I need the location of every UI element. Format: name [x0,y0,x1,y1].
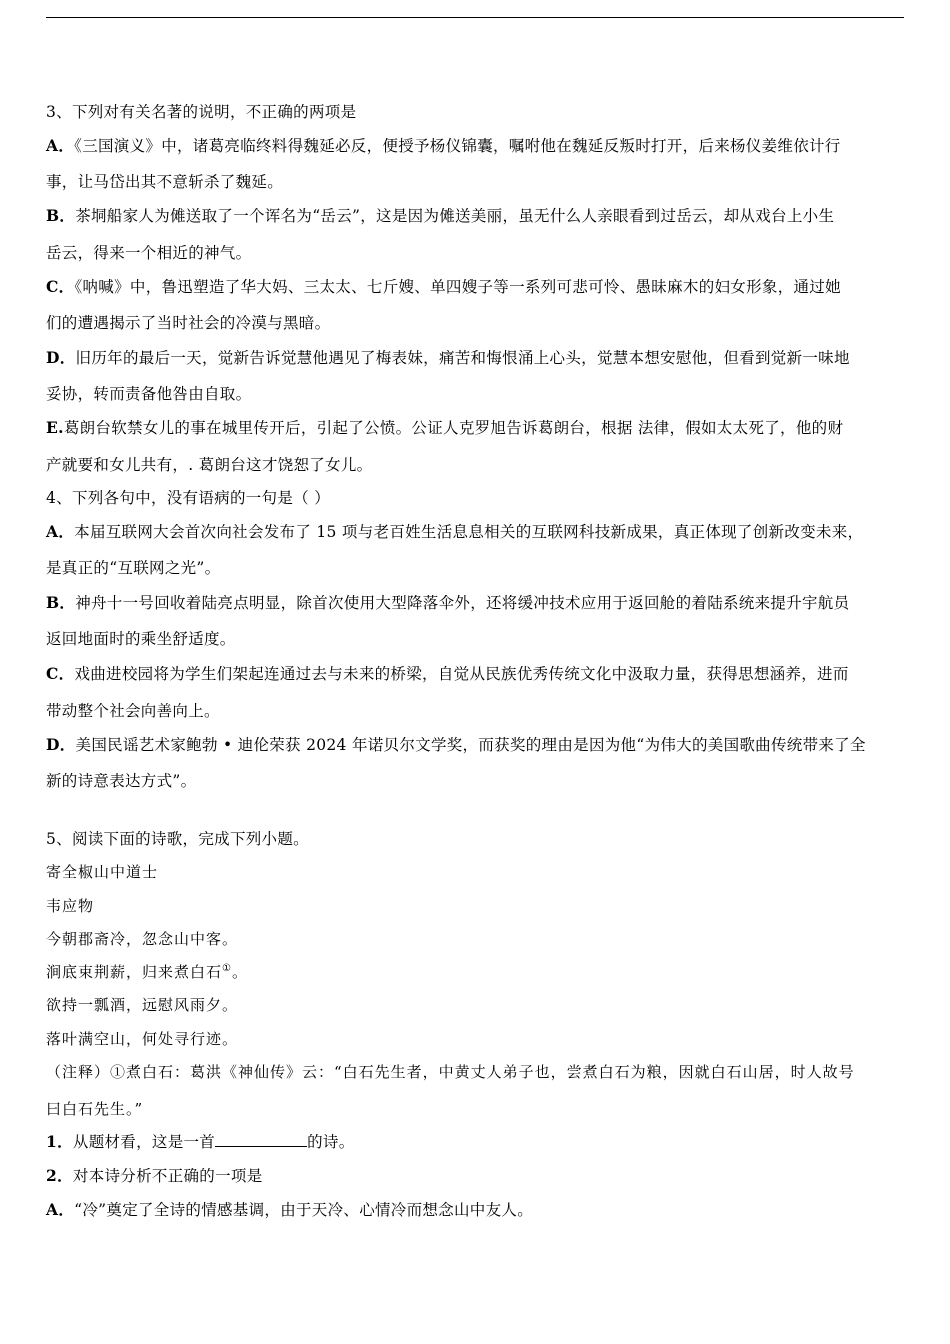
poem-note-cont: 曰白石先生。” [46,1100,144,1118]
sub-label: 2． [46,1166,73,1185]
q3-option-a-cont: 事，让马岱出其不意斩杀了魏延。 [46,173,284,191]
q4-option-a-cont: 是真正的“互联网之光”。 [46,559,221,577]
q3-option-d: D．旧历年的最后一天，觉新告诉觉慧他遇见了梅表妹，痛苦和悔恨涌上心头，觉慧本想安慰他，但看到觉新一味地 [46,348,850,367]
option-label: B． [46,593,76,612]
q5-sub-1: 1．从题材看，这是一首 的诗。 [46,1132,355,1151]
q3-option-c-cont: 们的遭遇揭示了当时社会的冷漠与黑暗。 [46,314,331,332]
q4-option-d: D．美国民谣艺术家鲍勃 • 迪伦荣获 2024 年诺贝尔文学奖，而获奖的理由是因为他“为伟大的美国歌曲传统带来了全 [46,735,866,754]
q4-stem: 4、下列各句中，没有语病的一句是（ ） [46,489,330,507]
q4-option-d-cont: 新的诗意表达方式”。 [46,772,197,790]
q3-stem: 3、下列对有关名著的说明，不正确的两项是 [46,103,357,121]
poem-line-2: 涧底束荆薪，归来煮白石①。 [46,963,248,981]
footnote-marker: ① [222,963,232,974]
q5-sub-2: 2．对本诗分析不正确的一项是 [46,1166,263,1185]
q5-stem: 5、阅读下面的诗歌，完成下列小题。 [46,830,309,848]
header-rule [46,17,904,18]
option-label: E. [46,418,64,437]
q3-option-e-cont: 产就要和女儿共有，. 葛朗台这才饶恕了女儿。 [46,456,373,474]
option-label: A． [46,522,75,541]
q4-option-c: C．戏曲进校园将为学生们架起连通过去与未来的桥梁，自觉从民族优秀传统文化中汲取力量，获得思想涵养，进而 [46,664,849,683]
q3-option-c: C．《呐喊》中，鲁迅塑造了华大妈、三太太、七斤嫂、单四嫂子等一系列可悲可怜、愚昧麻木的妇女形象，通过她 [46,277,841,296]
option-label: A． [46,136,75,155]
poem-line-3: 欲持一瓢酒，远慰风雨夕。 [46,996,239,1014]
q4-option-c-cont: 带动整个社会向善向上。 [46,702,220,720]
q4-option-b-cont: 返回地面时的乘坐舒适度。 [46,630,236,648]
sub-label: 1． [46,1132,73,1151]
poem-title: 寄全椒山中道士 [46,863,159,881]
poem-line-4: 落叶满空山，何处寻行迹。 [46,1030,239,1048]
q3-option-b: B．茶垌船家人为傩送取了一个诨名为“岳云”，这是因为傩送美丽，虽无什么人亲眼看到过岳云，却从戏台上小生 [46,206,835,225]
q5-sub-2-option-a: A．“冷”奠定了全诗的情感基调，由于天冷、心情冷而想念山中友人。 [46,1200,533,1219]
q4-option-a: A．本届互联网大会首次向社会发布了 15 项与老百姓生活息息相关的互联网科技新成果，真正体现了创新改变未来， [46,522,864,541]
q4-option-b: B．神舟十一号回收着陆亮点明显，除首次使用大型降落伞外，还将缓冲技术应用于返回舱的着陆系统来提升宇航员 [46,593,850,612]
option-label: C． [46,277,75,296]
poem-author: 韦应物 [46,897,95,915]
q3-option-a: A．《三国演义》中，诸葛亮临终料得魏延必反，便授予杨仪锦囊，嘱咐他在魏延反叛时打开，后来杨仪姜维依计行 [46,136,841,155]
option-label: A． [46,1200,75,1219]
answer-blank[interactable] [215,1132,307,1147]
q3-option-d-cont: 妥协，转而责备他咎由自取。 [46,385,252,403]
option-label: D． [46,348,76,367]
option-label: C． [46,664,75,683]
poem-note: （注释）①煮白石：葛洪《神仙传》云：“白石先生者，中黄丈人弟子也，尝煮白石为粮，因就白石山居，时人故号 [46,1063,855,1081]
q3-option-b-cont: 岳云，得来一个相近的神气。 [46,244,252,262]
q3-option-e: E.葛朗台软禁女儿的事在城里传开后，引起了公愤。公证人克罗旭告诉葛朗台，根据 法律，假如太太死了，他的财 [46,418,844,437]
poem-line-1: 今朝郡斋冷，忽念山中客。 [46,930,239,948]
option-label: B． [46,206,76,225]
option-label: D． [46,735,76,754]
